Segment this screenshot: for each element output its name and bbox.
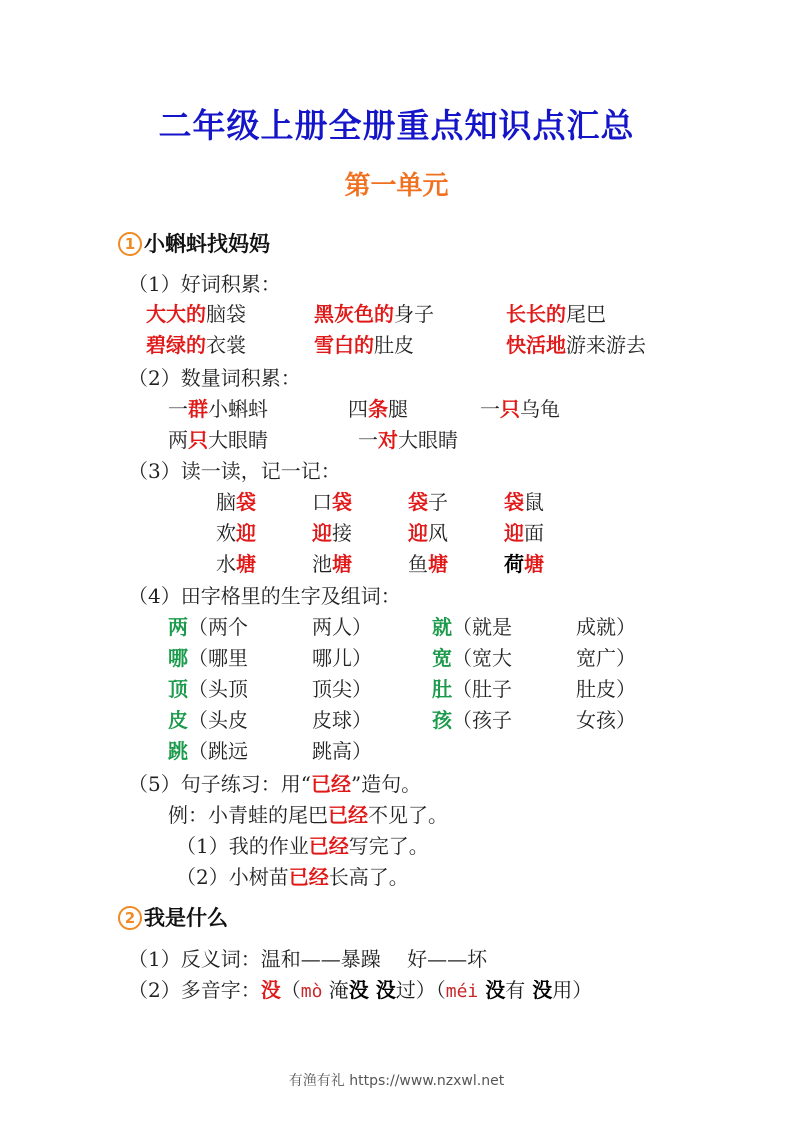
good-words-label: （1）好词积累： xyxy=(128,272,281,296)
read-word: 迎接 xyxy=(312,521,352,545)
sentence-example: 例：小青蛙的尾巴已经不见了。 xyxy=(168,803,448,827)
character-word: 宽广） xyxy=(576,646,636,670)
character-word: 哪儿） xyxy=(312,646,372,670)
read-word: 袋鼠 xyxy=(504,490,544,514)
measure-word-item: 四条腿 xyxy=(348,397,408,421)
good-word-item: 雪白的肚皮 xyxy=(314,333,414,357)
character-entry: 顶（头顶 xyxy=(168,677,248,701)
character-word: 肚皮） xyxy=(576,677,636,701)
character-word: 皮球） xyxy=(312,708,372,732)
read-word: 水塘 xyxy=(216,552,256,576)
antonyms-line: （1）反义词：温和——暴躁 好——坏 xyxy=(128,947,488,971)
read-word: 口袋 xyxy=(312,490,352,514)
character-entry: 孩（孩子 xyxy=(432,708,512,732)
read-word: 脑袋 xyxy=(216,490,256,514)
polyphone-line: （2）多音字：没（mò 淹没 没过）（méi 没有 没用） xyxy=(128,978,593,1002)
character-entry: 就（就是 xyxy=(432,615,512,639)
read-word: 荷塘 xyxy=(504,552,544,576)
lesson-1-heading xyxy=(118,228,270,258)
good-word-item: 长长的尾巴 xyxy=(506,302,606,326)
character-entry: 哪（哪里 xyxy=(168,646,248,670)
lesson-1-title: 小蝌蚪找妈妈 xyxy=(144,232,270,256)
good-word-item: 快活地游来游去 xyxy=(506,333,646,357)
measure-word-item: 一群小蝌蚪 xyxy=(168,397,268,421)
character-word: 成就） xyxy=(576,615,636,639)
read-word: 池塘 xyxy=(312,552,352,576)
character-entry: 宽（宽大 xyxy=(432,646,512,670)
character-word: 跳高） xyxy=(312,739,372,763)
character-entry: 跳（跳远 xyxy=(168,739,248,763)
good-word-item: 黑灰色的身子 xyxy=(314,302,434,326)
sentence-2: （2）小树苗已经长高了。 xyxy=(176,865,409,889)
unit-heading: 第一单元 xyxy=(344,171,449,201)
circled-number-2: 2 xyxy=(118,906,142,930)
measure-word-item: 两只大眼睛 xyxy=(168,428,268,452)
footer-watermark: 有渔有礼 https://www.nzxwl.net xyxy=(288,1073,505,1089)
measure-words-label: （2）数量词积累： xyxy=(128,366,301,390)
page-title: 二年级上册全册重点知识点汇总 xyxy=(158,106,635,145)
character-word: 两人） xyxy=(312,615,372,639)
lesson-2-heading xyxy=(118,902,228,932)
character-entry: 皮（头皮 xyxy=(168,708,248,732)
circled-number-1: 1 xyxy=(118,232,142,256)
good-word-item: 大大的脑袋 xyxy=(146,302,246,326)
character-word: 女孩） xyxy=(576,708,636,732)
measure-word-item: 一对大眼睛 xyxy=(358,428,458,452)
sentence-label: （5）句子练习：用“已经”造句。 xyxy=(128,772,422,796)
good-word-item: 碧绿的衣裳 xyxy=(146,333,246,357)
sentence-1: （1）我的作业已经写完了。 xyxy=(176,834,429,858)
lesson-2-title: 我是什么 xyxy=(144,906,228,930)
measure-word-item: 一只乌龟 xyxy=(480,397,560,421)
read-word: 欢迎 xyxy=(216,521,256,545)
read-word: 袋子 xyxy=(408,490,448,514)
read-word: 鱼塘 xyxy=(408,552,448,576)
character-word: 顶尖） xyxy=(312,677,372,701)
character-entry: 肚（肚子 xyxy=(432,677,512,701)
characters-label: （4）田字格里的生字及组词： xyxy=(128,584,401,608)
read-word: 迎风 xyxy=(408,521,448,545)
character-entry: 两（两个 xyxy=(168,615,248,639)
read-remember-label: （3）读一读，记一记： xyxy=(128,459,341,483)
read-word: 迎面 xyxy=(504,521,544,545)
